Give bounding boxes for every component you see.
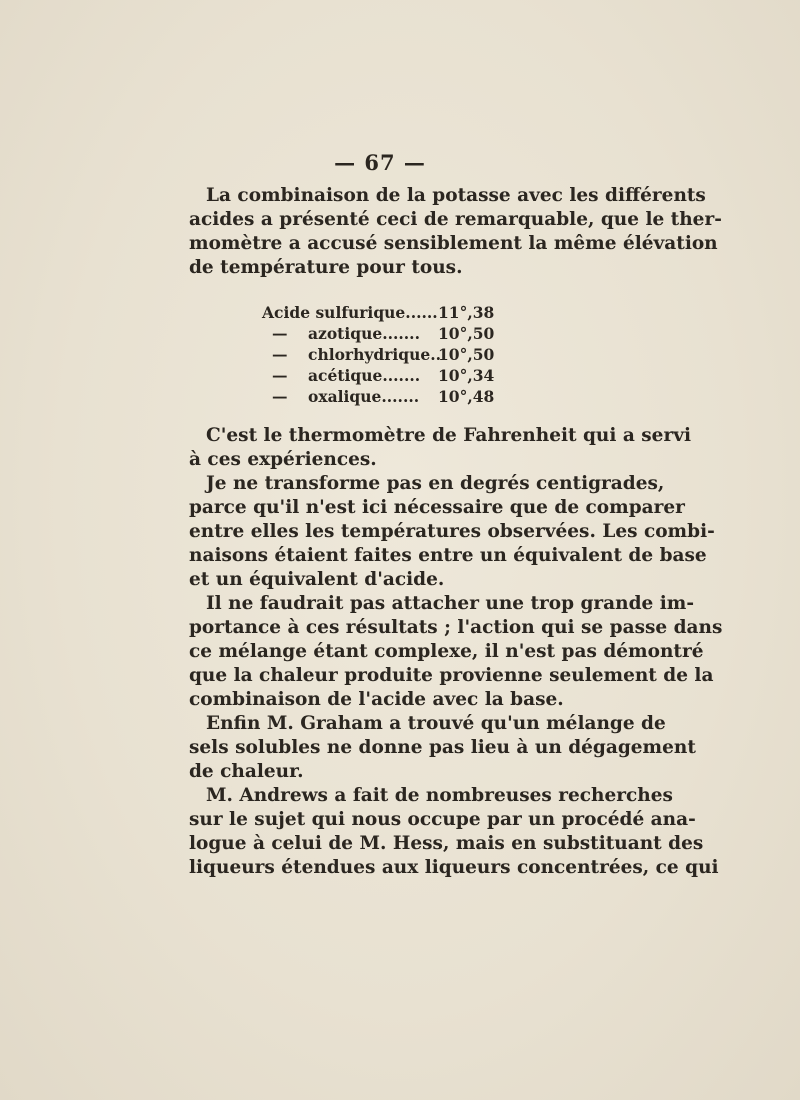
text-line: acides a présenté ceci de remarquable, que le ther- [189, 209, 722, 230]
table-dash: — [272, 345, 288, 364]
acid-name: acétique....... [308, 366, 421, 385]
page-number: — 67 — [334, 150, 426, 175]
temperature-value: 10°,50 [438, 324, 495, 343]
temperature-value: 10°,50 [438, 345, 495, 364]
text-line: Je ne transforme pas en degrés centigrades, [206, 473, 665, 494]
text-line: naisons étaient faites entre un équivalent de base [189, 545, 707, 566]
text-line: sels solubles ne donne pas lieu à un dégagement [189, 737, 696, 758]
table-row [262, 344, 502, 365]
temperature-value: 10°,34 [438, 366, 495, 385]
acid-name: Acide sulfurique...... [262, 303, 438, 322]
paragraph-intro [172, 184, 722, 280]
text-line: logue à celui de M. Hess, mais en substituant des [189, 833, 704, 854]
table-row [262, 386, 502, 407]
acid-temperature-table [262, 302, 502, 407]
paragraph-body [172, 424, 723, 880]
text-line: liqueurs étendues aux liqueurs concentrées, ce qui [189, 857, 719, 878]
acid-name: oxalique....... [308, 387, 420, 406]
text-line: momètre a accusé sensiblement la même élévation [189, 233, 718, 254]
table-row [262, 365, 502, 386]
text-line: C'est le thermomètre de Fahrenheit qui a servi [206, 425, 691, 446]
text-line: M. Andrews a fait de nombreuses recherches [206, 785, 673, 806]
text-line: ce mélange étant complexe, il n'est pas démontré [189, 641, 704, 662]
table-dash: — [272, 366, 288, 385]
table-row [262, 323, 502, 344]
text-line: parce qu'il n'est ici nécessaire que de comparer [189, 497, 685, 518]
table-row [262, 302, 502, 323]
text-line: La combinaison de la potasse avec les différents [206, 185, 706, 206]
text-line: Il ne faudrait pas attacher une trop grande im- [206, 593, 695, 614]
acid-name: azotique....... [308, 324, 420, 343]
table-dash: — [272, 387, 288, 406]
text-line: portance à ces résultats ; l'action qui se passe dans [189, 617, 723, 638]
text-line: et un équivalent d'acide. [189, 569, 445, 590]
text-line: de chaleur. [189, 761, 304, 782]
acid-name: chlorhydrique.. [308, 345, 442, 364]
temperature-value: 10°,48 [438, 387, 495, 406]
text-line: combinaison de l'acide avec la base. [189, 689, 564, 710]
text-line: entre elles les températures observées. Les combi- [189, 521, 715, 542]
temperature-value: 11°,38 [438, 303, 495, 322]
table-dash: — [272, 324, 288, 343]
text-line: que la chaleur produite provienne seulement de la [189, 665, 714, 686]
text-line: sur le sujet qui nous occupe par un procédé ana- [189, 809, 696, 830]
text-line: à ces expériences. [189, 449, 377, 470]
text-line: Enfin M. Graham a trouvé qu'un mélange de [206, 713, 666, 734]
text-line: de température pour tous. [189, 257, 463, 278]
